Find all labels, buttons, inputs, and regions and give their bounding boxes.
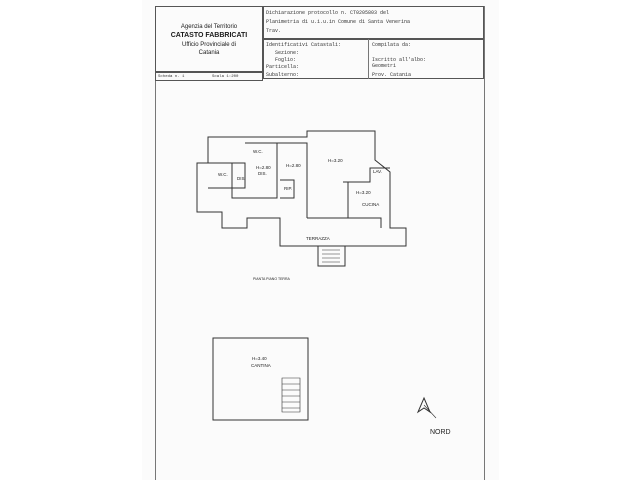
north-arrow-line [424,405,436,418]
agency-name: Agenzia del Territorio [180,24,238,30]
cantina-wall [213,338,308,420]
trav-text: Trav. [266,28,282,34]
plan-wall-kitchen [343,168,390,182]
scheda-label: Scheda n. 1 [158,75,185,79]
room-lav-label: LAV. [373,169,383,174]
compilata-label: Compilata da: [372,42,412,48]
dichiarazione-text: Dichiarazione protocollo n. CT0205803 del [266,10,390,16]
cantina-steps [282,384,300,408]
room-wc2-label: W.C. [218,172,228,177]
terrazza-label: TERRAZZA [306,236,330,241]
catasto-title: CATASTO FABBRICATI [170,32,248,39]
room-h280b-label: H=2.80 [286,163,301,168]
terrace-stairs [318,246,345,266]
scala-label: Scala 1:200 [212,75,239,79]
planimetria-text: Planimetria di u.i.u.in Comune di Santa Venerina [266,19,411,25]
room-rip-label: RIP. [284,186,293,191]
room-wc1-label: W.C. [253,149,263,154]
stair-steps [322,250,340,262]
subalterno-label: Subalterno: [266,72,300,78]
room-h320a-label: H=3.20 [328,158,343,163]
room-h280a-label: H=2.80 [256,165,271,170]
identificativi-label: Identificativi Catastali: [266,42,342,48]
prov-label: Prov. Catania [372,72,412,78]
room-dis2-label: DIS [237,176,245,181]
nord-label: NORD [430,429,451,436]
ufficio-line: Ufficio Provinciale di [182,42,236,48]
cantina-label: CANTINA [251,363,271,368]
ufficio-city: Catania [198,50,220,56]
piano-terra-label: PIANTA PIANO TERRA [253,277,290,281]
foglio-label: Foglio: [275,57,297,63]
room-dis-label: DIS. [258,171,267,176]
cantina-stairs [282,378,300,412]
room-cucina-label: CUCINA [362,202,380,207]
room-h320b-label: H=3.20 [356,190,371,195]
geometri-label: Geometri [372,63,397,69]
iscritto-label: Iscritto all'albo: [372,57,427,63]
particella-label: Particella: [266,64,300,70]
sezione-label: Sezione: [275,50,300,56]
cantina-height-label: H=3.40 [252,356,267,361]
